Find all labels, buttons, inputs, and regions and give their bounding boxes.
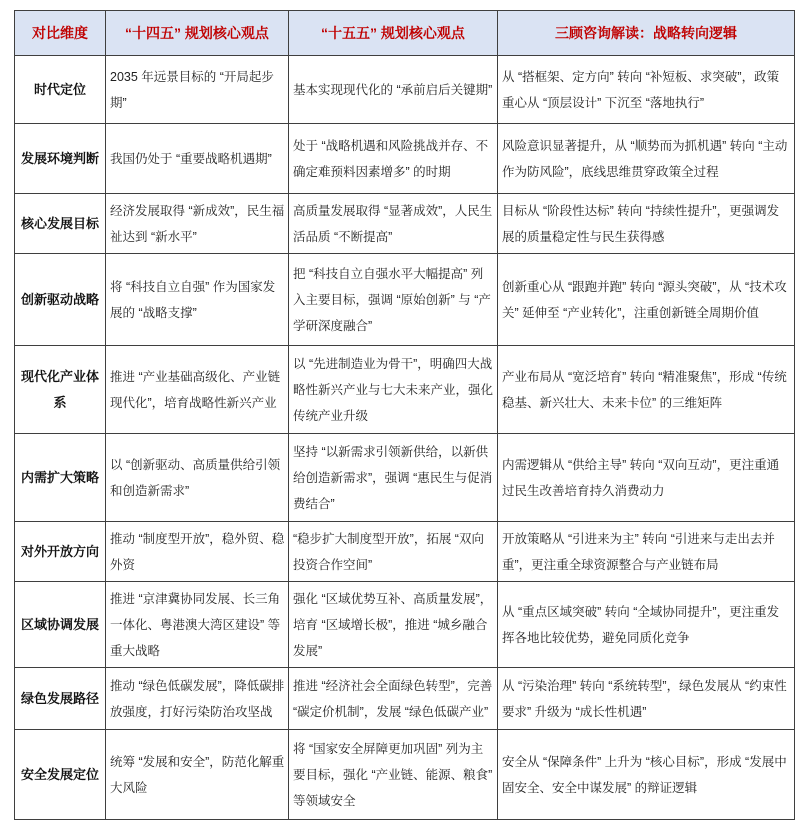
table-row-green-development [15, 668, 795, 730]
plan15-cell: 处于 “战略机遇和风险挑战并存、不确定难预料因素增多” 的时期 [289, 124, 498, 194]
table-row-core-goals [15, 194, 795, 254]
comparison-table [14, 10, 795, 820]
plan14-cell: 推进 “京津冀协同发展、长三角一体化、粤港澳大湾区建设” 等重大战略 [106, 582, 289, 668]
plan15-cell: 坚持 “以新需求引领新供给，以新供给创造新需求”，强调 “惠民生与促消费结合” [289, 434, 498, 522]
column-header-plan14: “十四五” 规划核心观点 [106, 11, 289, 56]
plan15-cell: 强化 “区域优势互补、高质量发展”，培育 “区域增长极”，推进 “城乡融合发展” [289, 582, 498, 668]
plan14-cell: 推动 “绿色低碳发展”，降低碳排放强度，打好污染防治攻坚战 [106, 668, 289, 730]
table-row-opening-up [15, 522, 795, 582]
table-row-regional-coordination [15, 582, 795, 668]
table-row-domestic-demand [15, 434, 795, 522]
plan14-cell: 我国仍处于 “重要战略机遇期” [106, 124, 289, 194]
row-dimension-label: 核心发展目标 [15, 194, 106, 254]
plan14-cell: 将 “科技自立自强” 作为国家发展的 “战略支撑” [106, 254, 289, 346]
plan15-cell: 把 “科技自立自强水平大幅提高” 列入主要目标，强调 “原始创新” 与 “产学研深度融合” [289, 254, 498, 346]
plan15-cell: 推进 “经济社会全面绿色转型”，完善 “碳定价机制”，发展 “绿色低碳产业” [289, 668, 498, 730]
interpretation-cell: 从 “重点区域突破” 转向 “全域协同提升”，更注重发挥各地比较优势，避免同质化竞争 [498, 582, 795, 668]
table-row-security-positioning [15, 730, 795, 820]
row-dimension-label: 发展环境判断 [15, 124, 106, 194]
table-row-environment-judgment [15, 124, 795, 194]
plan14-cell: 2035 年远景目标的 “开局起步期” [106, 56, 289, 124]
column-header-dimension: 对比维度 [15, 11, 106, 56]
header-row [15, 11, 795, 56]
plan15-cell: 高质量发展取得 “显著成效”，人民生活品质 “不断提高” [289, 194, 498, 254]
column-header-interpretation: 三顾咨询解读：战略转向逻辑 [498, 11, 795, 56]
row-dimension-label: 创新驱动战略 [15, 254, 106, 346]
interpretation-cell: 产业布局从 “宽泛培育” 转向 “精准聚焦”，形成 “传统稳基、新兴壮大、未来卡位” 的三维矩阵 [498, 346, 795, 434]
plan15-cell: 将 “国家安全屏障更加巩固” 列为主要目标，强化 “产业链、能源、粮食” 等领域安全 [289, 730, 498, 820]
row-dimension-label: 时代定位 [15, 56, 106, 124]
row-dimension-label: 安全发展定位 [15, 730, 106, 820]
table-row-innovation-strategy [15, 254, 795, 346]
row-dimension-label: 内需扩大策略 [15, 434, 106, 522]
interpretation-cell: 从 “污染治理” 转向 “系统转型”，绿色发展从 “约束性要求” 升级为 “成长性机遇” [498, 668, 795, 730]
interpretation-cell: 风险意识显著提升，从 “顺势而为抓机遇” 转向 “主动作为防风险”，底线思维贯穿政策全过程 [498, 124, 795, 194]
plan14-cell: 以 “创新驱动、高质量供给引领和创造新需求” [106, 434, 289, 522]
plan15-cell: “稳步扩大制度型开放”，拓展 “双向投资合作空间” [289, 522, 498, 582]
plan14-cell: 统筹 “发展和安全”，防范化解重大风险 [106, 730, 289, 820]
interpretation-cell: 从 “搭框架、定方向” 转向 “补短板、求突破”，政策重心从 “顶层设计” 下沉至 “落地执行” [498, 56, 795, 124]
interpretation-cell: 创新重心从 “跟跑并跑” 转向 “源头突破”，从 “技术攻关” 延伸至 “产业转化”，注重创新链全周期价值 [498, 254, 795, 346]
interpretation-cell: 开放策略从 “引进来为主” 转向 “引进来与走出去并重”，更注重全球资源整合与产业链布局 [498, 522, 795, 582]
plan14-cell: 推动 “制度型开放”，稳外贸、稳外资 [106, 522, 289, 582]
table-row-industrial-system [15, 346, 795, 434]
row-dimension-label: 绿色发展路径 [15, 668, 106, 730]
plan15-cell: 以 “先进制造业为骨干”，明确四大战略性新兴产业与七大未来产业，强化传统产业升级 [289, 346, 498, 434]
plan14-cell: 经济发展取得 “新成效”，民生福祉达到 “新水平” [106, 194, 289, 254]
row-dimension-label: 区域协调发展 [15, 582, 106, 668]
row-dimension-label: 现代化产业体系 [15, 346, 106, 434]
table-row-era-positioning [15, 56, 795, 124]
column-header-plan15: “十五五” 规划核心观点 [289, 11, 498, 56]
row-dimension-label: 对外开放方向 [15, 522, 106, 582]
plan14-cell: 推进 “产业基础高级化、产业链现代化”，培育战略性新兴产业 [106, 346, 289, 434]
plan15-cell: 基本实现现代化的 “承前启后关键期” [289, 56, 498, 124]
interpretation-cell: 内需逻辑从 “供给主导” 转向 “双向互动”，更注重通过民生改善培育持久消费动力 [498, 434, 795, 522]
interpretation-cell: 安全从 “保障条件” 上升为 “核心目标”，形成 “发展中固安全、安全中谋发展” 的辩证逻辑 [498, 730, 795, 820]
interpretation-cell: 目标从 “阶段性达标” 转向 “持续性提升”，更强调发展的质量稳定性与民生获得感 [498, 194, 795, 254]
